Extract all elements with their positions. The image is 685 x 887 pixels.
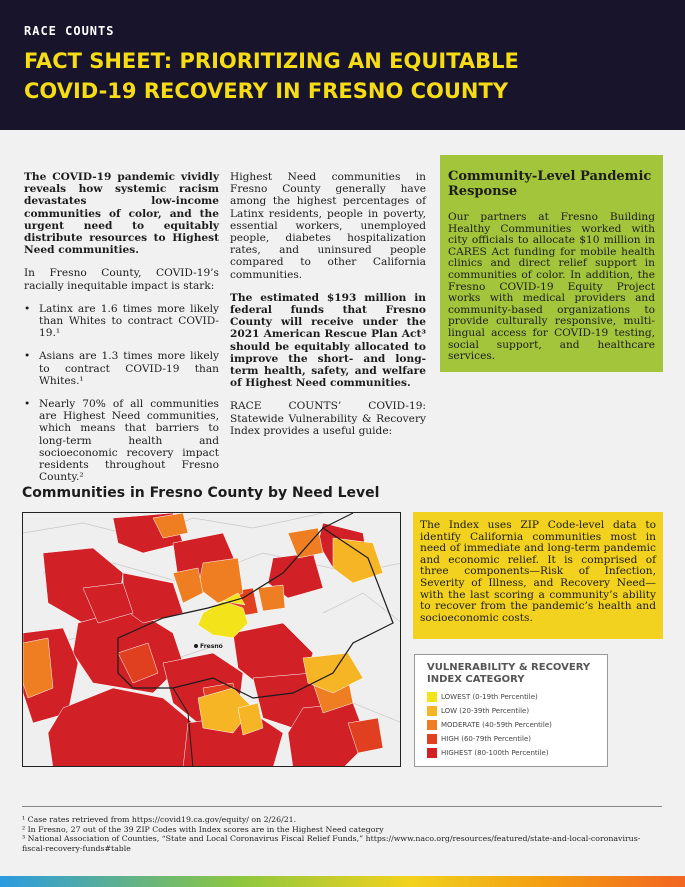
bullet-glyph: • <box>24 350 31 363</box>
footnote-divider <box>22 806 662 807</box>
footnote-2: ² In Fresno, 27 out of the 39 ZIP Codes with Index scores are in the Highest Need category <box>22 824 384 834</box>
bottom-color-bar <box>0 876 685 887</box>
community-response-text: Our partners at Fresno Building Healthy Communities worked with city officials to allocate $10 million in CARES Act funding for mobile health clinics and direct relief support in communities of color. In addition, the Fresno COVID-19 Equity Project works with medical providers and community-based organizations to provide culturally responsive, multi-lingual access for COVID-19 testing, social support, and healthcare services. <box>448 211 655 363</box>
legend-label: MODERATE (40-59th Percentile) <box>441 721 552 729</box>
title-line-1: FACT SHEET: PRIORITIZING AN EQUITABLE <box>24 49 519 73</box>
legend-label: HIGH (60-79th Percentile) <box>441 735 531 743</box>
impact-list <box>24 303 219 484</box>
intro-paragraph: The COVID-19 pandemic vividly reveals how systemic racism devastates low-income communities of color, and the urgent need to equitably distribute resources to Highest Need communities. <box>24 171 219 257</box>
list-item-text: Latinx are 1.6 times more likely than Whites to contract COVID-19.¹ <box>39 302 219 340</box>
legend-swatch-moderate <box>427 720 437 730</box>
index-description-text: The Index uses ZIP Code-level data to identify California communities most in need of immediate and long-term pandemic and economic relief. It is comprised of three components—Risk of Infection, Severity of Illness, and Recovery Need—with the last scoring a community’s ability to recover from the pandemic’s health and socioeconomic costs. <box>420 519 656 624</box>
list-item <box>24 398 219 483</box>
map-legend <box>414 654 608 767</box>
legend-label: HIGHEST (80-100th Percentile) <box>441 749 549 757</box>
index-description-box <box>413 512 663 639</box>
footnote-3: ³ National Association of Counties, “State and Local Coronavirus Fiscal Relief Funds,” https://www.naco.org/resources/featured/state-and-local-coronavirus-fiscal-recovery-funds#table <box>22 834 641 853</box>
legend-item <box>427 704 607 718</box>
map-section-title: Communities in Fresno County by Need Level <box>22 485 380 501</box>
header-banner <box>0 0 685 130</box>
community-response-box <box>440 155 663 372</box>
list-item-text: Nearly 70% of all communities are Highest Need communities, which means that barriers to long-term health and socioeconomic recovery impact residents throughout Fresno County.² <box>39 398 219 484</box>
legend-item <box>427 690 607 704</box>
highest-need-paragraph: Highest Need communities in Fresno County generally have among the highest percentages of Latinx residents, people in poverty, essential workers, unemployed people, diabetes hospitalization rates, and uninsured people compared to other California communities. <box>230 171 426 281</box>
legend-label: LOWEST (0-19th Percentile) <box>441 693 538 701</box>
legend-item <box>427 732 607 746</box>
footnotes <box>22 815 662 853</box>
need-level-map <box>22 512 401 767</box>
fresno-city-marker <box>194 644 198 648</box>
funding-paragraph: The estimated $193 million in federal funds that Fresno County will receive under the 2021 American Rescue Plan Act³ should be equitably allocated to improve the short- and long-term health, safety, and welfare of Highest Need communities. <box>230 291 426 390</box>
bullet-glyph: • <box>24 398 31 411</box>
legend-swatch-low <box>427 706 437 716</box>
community-response-title: Community-Level Pandemic Response <box>448 169 652 199</box>
bullet-glyph: • <box>24 302 31 315</box>
impact-paragraph: In Fresno County, COVID-19’s racially inequitable impact is stark: <box>24 267 219 292</box>
page-title <box>24 46 664 106</box>
legend-item <box>427 718 607 732</box>
legend-item <box>427 746 607 760</box>
list-item <box>24 303 219 340</box>
footnote-1: ¹ Case rates retrieved from https://covid19.ca.gov/equity/ on 2/26/21. <box>22 815 297 824</box>
map-graphic <box>23 513 401 767</box>
fresno-city-label: Fresno <box>200 643 223 650</box>
title-line-2: COVID-19 RECOVERY IN FRESNO COUNTY <box>24 79 509 103</box>
column-2 <box>230 171 426 448</box>
brand-logo: RACE COUNTS <box>24 24 115 38</box>
list-item-text: Asians are 1.3 times more likely to contract COVID-19 than Whites.¹ <box>39 350 219 387</box>
column-1 <box>24 171 219 494</box>
legend-label: LOW (20-39th Percentile) <box>441 707 530 715</box>
legend-title: VULNERABILITY & RECOVERY INDEX CATEGORY <box>427 662 591 685</box>
index-guide-paragraph: RACE COUNTS’ COVID-19: Statewide Vulnerability & Recovery Index provides a useful guide: <box>230 400 426 437</box>
legend-swatch-lowest <box>427 692 437 702</box>
list-item <box>24 350 219 387</box>
legend-swatch-highest <box>427 748 437 758</box>
legend-swatch-high <box>427 734 437 744</box>
